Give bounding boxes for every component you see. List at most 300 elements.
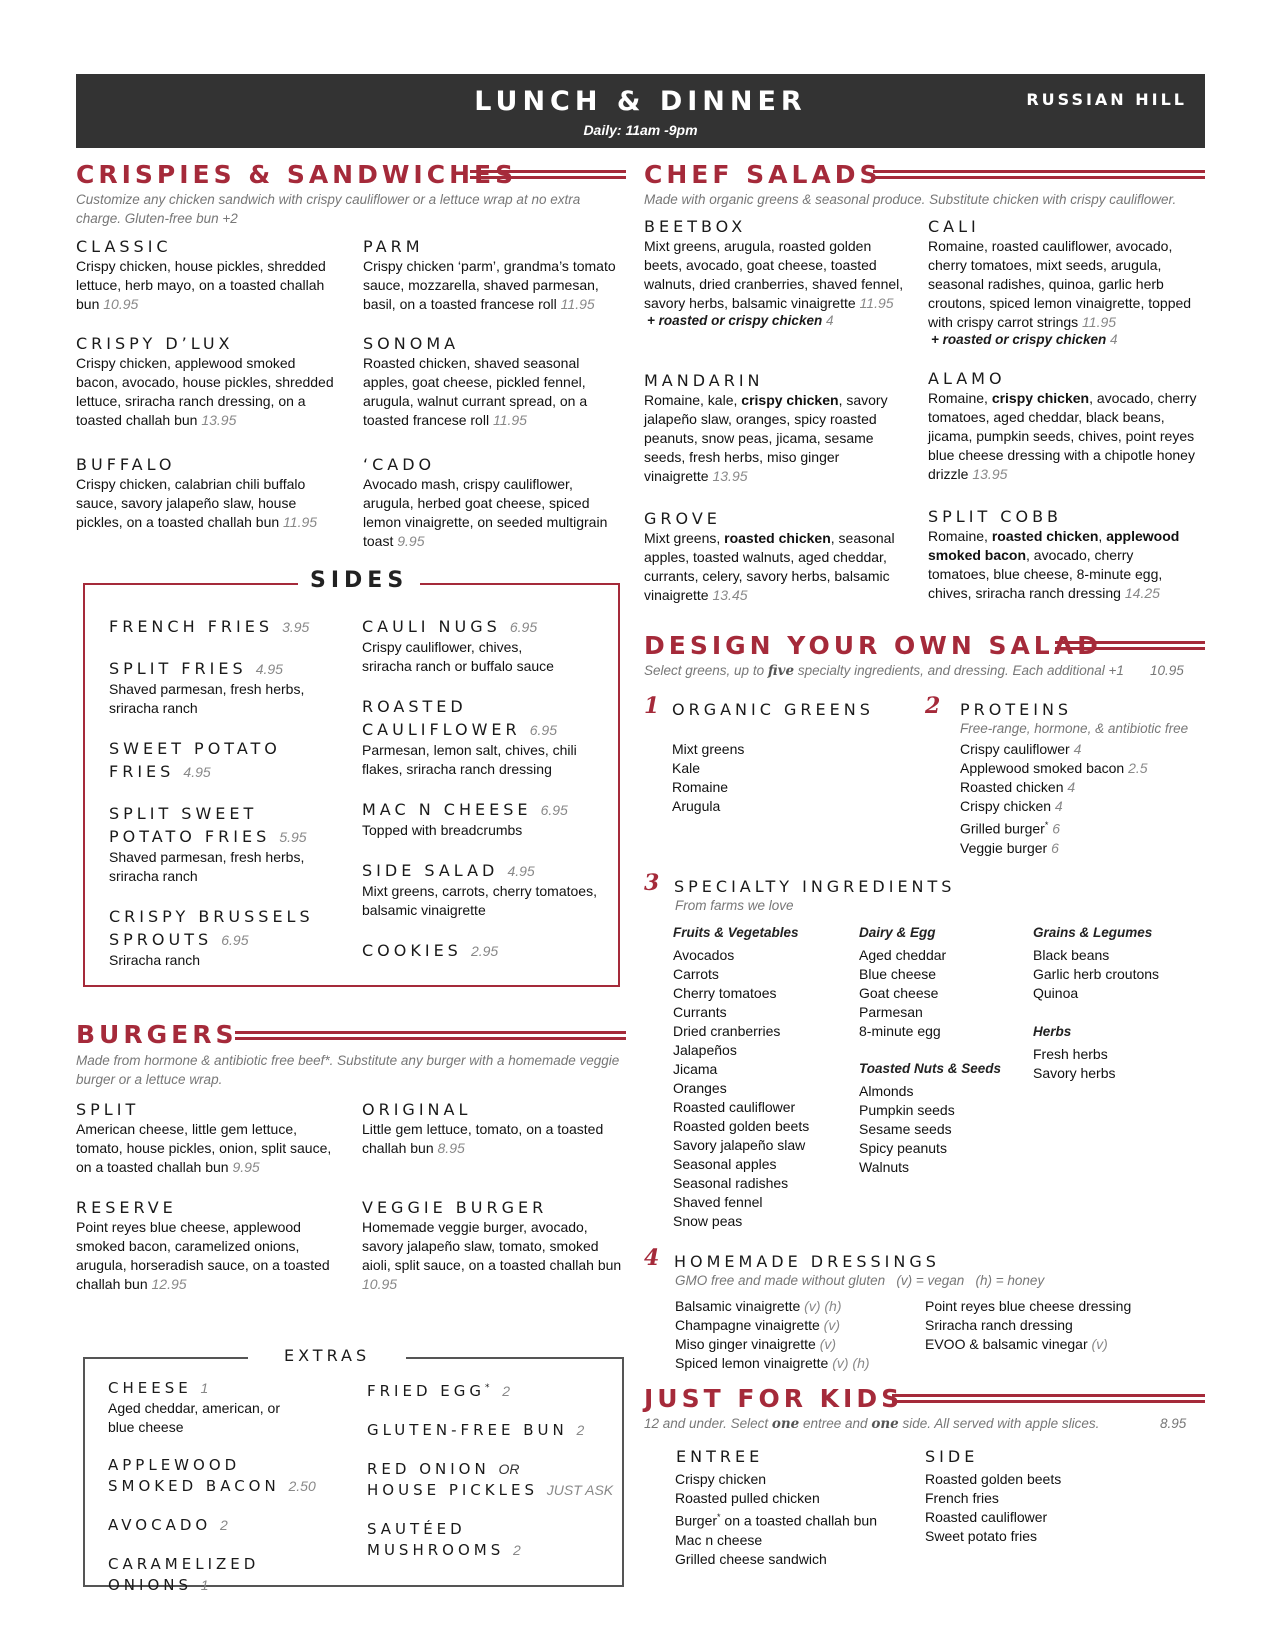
burgers-title: BURGERS (76, 1020, 238, 1049)
item-desc: Sriracha ranch (109, 952, 201, 968)
dressings-left-list (675, 1297, 870, 1373)
item-price: 14.25 (1124, 585, 1160, 601)
item-tag: (v) (819, 1336, 837, 1352)
list-item (960, 839, 1148, 858)
item-price: 1 (200, 1380, 209, 1396)
menu-item-veggie-burger (362, 1197, 627, 1294)
side-item (109, 906, 349, 970)
group-title: Grains & Legumes (1033, 925, 1153, 940)
crispies-note: Customize any chicken sandwich with crispy cauliflower or a lettuce wrap at no extra charge. Gluten-free bun +2 (76, 192, 581, 226)
burgers-rule (235, 1031, 626, 1040)
list-item: Sweet potato fries (925, 1528, 1038, 1544)
list-item: Blue cheese (859, 966, 937, 982)
list-item: Jicama (673, 1061, 718, 1077)
note-text: specialty ingredients, and dressing. Each additional +1 (794, 663, 1124, 678)
item-desc: Shaved parmesan, fresh herbs, sriracha ranch (109, 849, 305, 884)
menu-item-split-cobb (928, 506, 1198, 603)
list-item: Quinoa (1033, 985, 1079, 1001)
item-desc: Topped with breadcrumbs (362, 822, 523, 838)
dressings-right-list (925, 1297, 1131, 1354)
item-price: 1 (200, 1577, 209, 1593)
side-item (109, 738, 349, 783)
item-desc: Romaine, (928, 528, 992, 544)
list-item: Carrots (673, 966, 719, 982)
item-desc: Crispy chicken, applewood smoked bacon, avocado, house pickles, shredded lettuce, sriracha ranch dressing, on a toasted challah bun (76, 355, 334, 428)
note-text: Select greens, up to (644, 663, 768, 678)
list-item (675, 1508, 877, 1531)
design-title: DESIGN YOUR OWN SALAD (644, 631, 1102, 660)
item-name: SAUTÉED (367, 1520, 466, 1538)
list-item: Mixt greens (672, 741, 745, 757)
list-item: Aged cheddar (859, 947, 947, 963)
item-price: 13.95 (712, 468, 748, 484)
item-price: 2.5 (1128, 760, 1148, 776)
item-name: CAULIFLOWER (362, 720, 521, 739)
side-item (362, 616, 612, 676)
item-price: 2 (513, 1542, 521, 1558)
list-item: Jalapeños (673, 1042, 737, 1058)
list-item (960, 797, 1148, 816)
list-item: Avocados (673, 947, 735, 963)
entree-list (675, 1470, 877, 1569)
item-name: RESERVE (76, 1198, 177, 1217)
list-item: French fries (925, 1490, 999, 1506)
item-price: 13.95 (201, 412, 237, 428)
item-desc-bold: roasted chicken (724, 530, 831, 546)
menu-item-split (76, 1099, 341, 1177)
nuts-seeds-group (859, 1061, 1019, 1177)
or-text: OR (498, 1461, 520, 1477)
item-name: SIDE SALAD (362, 861, 499, 880)
item-price: 13.95 (972, 466, 1008, 482)
side-title: SIDE (925, 1447, 979, 1466)
item-name: SONOMA (363, 334, 460, 353)
item-name: ROASTED (362, 697, 467, 716)
menu-item-cado (363, 454, 623, 551)
item-desc: Romaine, kale, (644, 392, 742, 408)
nuts-seeds-list (859, 1082, 1019, 1177)
item-price: 11.95 (560, 296, 595, 312)
proteins-list (960, 740, 1148, 858)
item-desc-bold: crispy chicken (991, 390, 1090, 406)
herbs-group (1033, 1024, 1203, 1083)
note-text: 12 and under. Select (644, 1416, 772, 1431)
item-price: 3.95 (282, 619, 310, 635)
list-item (925, 1297, 1131, 1316)
item-desc: , savory jalapeño slaw, oranges, spicy roasted peanuts, snow peas, jicama, sesame seeds, fresh herbs, miso ginger vinaigrette (644, 392, 888, 484)
menu-item-classic (76, 236, 336, 314)
item-name: SPLIT COBB (928, 507, 1063, 526)
greens-title: ORGANIC GREENS (672, 700, 874, 719)
item-desc: Aged cheddar, american, or blue cheese (108, 1400, 280, 1435)
item-name: GROVE (644, 509, 721, 528)
list-item: Grilled cheese sandwich (675, 1550, 827, 1567)
item-price: 5.95 (279, 829, 307, 845)
list-item (960, 778, 1148, 797)
list-item: Garlic herb croutons (1033, 966, 1160, 982)
grains-legumes-list (1033, 946, 1203, 1003)
list-item: Pumpkin seeds (859, 1102, 955, 1118)
step-number: 3 (644, 870, 660, 896)
item-price: 2 (502, 1383, 511, 1399)
menu-item-parm (363, 236, 623, 314)
sides-title: SIDES (298, 568, 420, 593)
item-name: MUSHROOMS (367, 1541, 505, 1559)
item-name: CRISPY BRUSSELS (109, 907, 314, 926)
kids-side-list (925, 1470, 1061, 1546)
item-name: SPLIT (76, 1100, 140, 1119)
list-item: Mac n cheese (675, 1531, 763, 1548)
item-name: Applewood smoked bacon (960, 760, 1125, 776)
item-name: Point reyes blue cheese dressing (925, 1298, 1132, 1314)
item-name: COOKIES (362, 941, 462, 960)
side-item (362, 696, 612, 779)
item-tag: (v) (1091, 1336, 1108, 1352)
item-name: Burger (675, 1512, 718, 1529)
item-name: EVOO & balsamic vinegar (925, 1336, 1088, 1352)
side-item (362, 860, 612, 920)
item-price: 4 (1054, 798, 1063, 814)
item-name: FRENCH FRIES (109, 617, 273, 636)
list-item (925, 1316, 1131, 1335)
add-on-price: 4 (825, 313, 834, 328)
list-item: Shaved fennel (673, 1194, 763, 1210)
item-name: Roasted chicken (960, 779, 1064, 795)
note-emphasis: one (871, 1416, 899, 1432)
extra-item (108, 1554, 348, 1596)
note-text: side. All served with apple slices. (898, 1416, 1100, 1431)
list-item: Almonds (859, 1083, 914, 1099)
item-name: MAC N CHEESE (362, 800, 532, 819)
extra-item (367, 1420, 617, 1441)
list-item: Savory jalapeño slaw (673, 1137, 806, 1153)
item-name: SPLIT SWEET (109, 804, 258, 823)
dressings-note: GMO free and made without gluten (v) = vegan (h) = honey (675, 1273, 1045, 1288)
sides-right-column (362, 616, 612, 962)
location: RUSSIAN HILL (1026, 90, 1187, 109)
item-price: 8.95 (437, 1140, 465, 1156)
add-on: + roasted or crispy chicken (647, 313, 823, 328)
item-name: BUFFALO (76, 455, 176, 474)
item-name: MANDARIN (644, 371, 764, 390)
side-item (109, 658, 349, 718)
list-item (675, 1354, 870, 1373)
side-item (362, 799, 612, 840)
list-item: Oranges (673, 1080, 727, 1096)
menu-item-cali (928, 216, 1198, 347)
item-price: 10.95 (103, 296, 139, 312)
design-note (644, 661, 1124, 681)
menu-item-sonoma (363, 333, 628, 430)
list-item: Seasonal radishes (673, 1175, 789, 1191)
item-desc-bold: crispy chicken (741, 392, 839, 408)
item-name: Veggie burger (960, 839, 1048, 856)
item-name: SMOKED BACON (108, 1477, 280, 1495)
group-title: Dairy & Egg (859, 925, 936, 940)
item-price: 4.95 (183, 764, 211, 780)
group-title: Toasted Nuts & Seeds (859, 1061, 1002, 1076)
list-item: Currants (673, 1004, 727, 1020)
list-item: Black beans (1033, 947, 1110, 963)
item-name: SPROUTS (109, 930, 213, 949)
item-desc: Shaved parmesan, fresh herbs, sriracha ranch (109, 681, 305, 716)
step-number: 4 (644, 1245, 660, 1271)
item-name: APPLEWOOD (108, 1456, 241, 1474)
item-price: 2 (219, 1517, 228, 1533)
crispies-title: CRISPIES & SANDWICHES (76, 160, 518, 189)
item-name: GLUTEN-FREE BUN (367, 1421, 568, 1439)
item-price: 11.95 (492, 412, 527, 428)
list-item: 8-minute egg (859, 1023, 941, 1039)
item-name: POTATO FRIES (109, 827, 271, 846)
item-name: Balsamic vinaigrette (675, 1298, 801, 1314)
item-desc: Parmesan, lemon salt, chives, chili flakes, sriracha ranch dressing (362, 742, 577, 777)
list-item (675, 1335, 870, 1354)
chef-rule (873, 170, 1205, 179)
item-desc: Roasted chicken, shaved seasonal apples, goat cheese, pickled fennel, arugula, walnut currant spread, on a toasted francese roll (363, 355, 588, 428)
item-desc: , seasonal apples, toasted walnuts, aged cheddar, currants, celery, savory herbs, balsamic vinaigrette (644, 530, 895, 603)
list-item: Walnuts (859, 1159, 910, 1175)
item-name: Crispy cauliflower (960, 741, 1070, 757)
step-number: 2 (925, 693, 941, 719)
crispies-rule (470, 170, 626, 179)
fruits-veg-group (673, 925, 853, 1231)
kids-title: JUST FOR KIDS (644, 1384, 904, 1413)
item-name: SPLIT FRIES (109, 659, 247, 678)
item-desc: Crispy chicken, calabrian chili buffalo sauce, savory jalapeño slaw, house pickles, on a toasted challah bun (76, 476, 306, 530)
list-item: Kale (672, 760, 701, 776)
list-item: Spicy peanuts (859, 1140, 947, 1156)
note-emphasis: one (771, 1416, 800, 1432)
item-name: BEETBOX (644, 217, 747, 236)
asterisk: * (717, 1512, 721, 1522)
item-price: 4 (1073, 741, 1082, 757)
item-name: Miso ginger vinaigrette (675, 1336, 816, 1352)
item-name: ‘CADO (363, 455, 436, 474)
extras-left-column (108, 1378, 348, 1596)
list-item: Roasted golden beets (925, 1471, 1062, 1487)
item-price: 6.95 (509, 619, 538, 635)
extra-item (108, 1378, 348, 1437)
list-item (960, 759, 1148, 778)
item-tag: (v) (h) (804, 1298, 842, 1314)
page-title: LUNCH & DINNER (474, 86, 807, 117)
entree-title: ENTREE (676, 1447, 764, 1466)
sides-left-column (109, 616, 349, 970)
list-item: Roasted cauliflower (673, 1099, 796, 1115)
kids-price: 8.95 (1160, 1416, 1187, 1431)
herbs-list (1033, 1045, 1203, 1083)
item-price: 6 (1051, 839, 1059, 856)
item-desc: Little gem lettuce, tomato, on a toasted challah bun (362, 1121, 604, 1156)
specialty-title: SPECIALTY INGREDIENTS (674, 877, 956, 896)
dairy-egg-group (859, 925, 1019, 1041)
item-price: 2.95 (470, 943, 499, 959)
item-name: ORIGINAL (362, 1100, 472, 1119)
item-desc: , avocado, cherry tomatoes, blue cheese, 8-minute egg, chives, sriracha ranch dressing (928, 547, 1163, 601)
list-item: Seasonal apples (673, 1156, 777, 1172)
extra-item (367, 1519, 617, 1561)
item-tag: (v) (823, 1317, 840, 1333)
item-name: CRISPY D’LUX (76, 334, 234, 353)
item-name: CARAMELIZED ONIONS (108, 1555, 260, 1594)
item-price: 13.45 (712, 587, 748, 603)
item-price: 4.95 (255, 661, 283, 677)
item-desc: Crispy chicken ‘parm’, grandma’s tomato sauce, mozzarella, shaved parmesan, basil, on a toasted francese roll (363, 258, 616, 312)
item-name: Crispy chicken (960, 798, 1052, 814)
list-item: Romaine (672, 779, 729, 795)
menu-item-crispy-dlux (76, 333, 341, 430)
item-name: PARM (363, 237, 424, 256)
item-name: SWEET POTATO (109, 739, 281, 758)
item-desc: Avocado mash, crispy cauliflower, arugula, herbed goat cheese, spiced lemon vinaigrette, on seeded multigrain toast (363, 476, 608, 549)
item-name: RED ONION (367, 1460, 490, 1478)
add-on: + roasted or crispy chicken (931, 332, 1107, 347)
list-item: Snow peas (673, 1213, 743, 1229)
menu-item-buffalo (76, 454, 336, 532)
list-item: Dried cranberries (673, 1023, 781, 1039)
item-note: JUST ASK (546, 1482, 614, 1498)
item-desc-bold: roasted chicken (991, 528, 1099, 544)
item-desc: Homemade veggie burger, avocado, savory jalapeño slaw, tomato, smoked aioli, split sauce, on a toasted challah bun (362, 1219, 622, 1273)
proteins-title: PROTEINS (960, 700, 1073, 719)
menu-item-original (362, 1099, 627, 1158)
item-desc: Romaine, (928, 390, 992, 406)
group-title: Fruits & Vegetables (673, 925, 799, 940)
item-desc: Mixt greens, carrots, cherry tomatoes, balsamic vinaigrette (362, 883, 597, 918)
asterisk: * (485, 1383, 494, 1393)
item-price: 9.95 (232, 1159, 260, 1175)
item-price: 9.95 (397, 533, 425, 549)
item-name: CALI (928, 217, 980, 236)
list-item (675, 1316, 870, 1335)
item-price: 4.95 (507, 863, 535, 879)
list-item (925, 1335, 1131, 1354)
item-name: CAULI NUGS (362, 617, 501, 636)
item-desc: , avocado, cherry tomatoes, aged cheddar, black beans, jicama, pumpkin seeds, chives, point reyes blue cheese dressing with a chipotle honey drizzle (928, 390, 1197, 482)
item-name: Spiced lemon vinaigrette (675, 1355, 829, 1371)
item-tag: (v) (h) (832, 1355, 870, 1371)
greens-list (672, 740, 744, 816)
item-name: VEGGIE BURGER (362, 1198, 548, 1217)
dairy-egg-list (859, 946, 1019, 1041)
hours: Daily: 11am -9pm (583, 122, 698, 138)
item-desc: Mixt greens, (644, 530, 725, 546)
item-price: 4 (1067, 779, 1076, 795)
dressings-title: HOMEMADE DRESSINGS (674, 1252, 940, 1271)
item-desc: Crispy chicken, house pickles, shredded lettuce, herb mayo, on a toasted challah bun (76, 258, 326, 312)
menu-item-reserve (76, 1197, 341, 1294)
menu-item-grove (644, 508, 906, 605)
grains-legumes-group (1033, 925, 1203, 1003)
list-item: Cherry tomatoes (673, 985, 777, 1001)
note-text: entree and (799, 1416, 872, 1431)
list-item: Parmesan (859, 1004, 923, 1020)
list-item: Roasted pulled chicken (675, 1490, 820, 1506)
item-desc: Romaine, roasted cauliflower, avocado, cherry tomatoes, mixt seeds, arugula, seasonal radishes, quinoa, garlic herb croutons, spiced lemon vinaigrette, topped with crispy carrot strings (928, 238, 1192, 330)
list-item (960, 816, 1148, 839)
add-on-price: 4 (1109, 332, 1118, 347)
extra-item (108, 1515, 348, 1536)
list-item: Fresh herbs (1033, 1046, 1108, 1062)
extra-item (367, 1459, 617, 1501)
item-price: 2.50 (288, 1478, 316, 1494)
menu-item-beetbox (644, 216, 909, 328)
chef-note: Made with organic greens & seasonal produce. Substitute chicken with crispy cauliflower. (644, 192, 1177, 207)
item-desc: Point reyes blue cheese, applewood smoked bacon, caramelized onions, arugula, horseradish sauce, on a toasted challah bun (76, 1219, 330, 1292)
side-item (109, 803, 349, 886)
design-rule (1055, 641, 1205, 650)
list-item: Savory herbs (1033, 1065, 1116, 1081)
item-name: FRIES (109, 762, 175, 781)
item-name: Sriracha ranch dressing (925, 1317, 1073, 1333)
list-item: Arugula (672, 798, 721, 814)
fruits-veg-list (673, 946, 853, 1231)
item-price: 6.95 (529, 722, 557, 738)
list-item: Crispy chicken (675, 1471, 767, 1487)
item-desc: Crispy cauliflower, chives, sriracha ranch or buffalo sauce (362, 639, 554, 674)
item-name: Grilled burger (960, 820, 1045, 837)
note-emphasis: five (767, 663, 795, 679)
item-name: Champagne vinaigrette (675, 1317, 820, 1333)
item-price: 2 (576, 1422, 585, 1438)
item-desc: American cheese, little gem lettuce, tomato, house pickles, onion, split sauce, on a toasted challah bun (76, 1121, 332, 1175)
chef-salads-title: CHEF SALADS (644, 160, 882, 189)
specialty-note: From farms we love (675, 898, 794, 913)
header-banner (76, 74, 1205, 148)
list-item (675, 1297, 870, 1316)
item-price: 11.95 (283, 514, 318, 530)
item-desc-bold: applewood smoked bacon (928, 528, 1180, 563)
item-price: 6.95 (221, 932, 249, 948)
item-price: 10.95 (362, 1276, 398, 1292)
item-price: 6 (1052, 820, 1061, 837)
kids-rule (892, 1394, 1205, 1403)
menu-item-mandarin (644, 370, 906, 486)
item-price: 12.95 (151, 1276, 187, 1292)
list-item: Roasted cauliflower (925, 1509, 1048, 1525)
proteins-note: Free-range, hormone, & antibiotic free (960, 721, 1189, 736)
item-name: CHEESE (108, 1379, 192, 1397)
side-item (109, 616, 349, 638)
item-name: AVOCADO (108, 1516, 212, 1534)
burgers-note: Made from hormone & antibiotic free beef*. Substitute any burger with a homemade veggie burger or a lettuce wrap. (76, 1053, 620, 1087)
item-name: FRIED EGG (367, 1382, 485, 1400)
extra-item (108, 1455, 348, 1497)
item-desc: Mixt greens, arugula, roasted golden beets, avocado, goat cheese, toasted walnuts, dried cranberries, shaved fennel, savory herbs, balsamic vinaigrette (644, 238, 904, 311)
extras-right-column (367, 1378, 617, 1561)
item-price: 11.95 (1082, 314, 1117, 330)
item-price: 6.95 (540, 802, 568, 818)
extra-item (367, 1378, 617, 1402)
item-price: 11.95 (859, 295, 894, 311)
kids-note (644, 1414, 1124, 1434)
group-title: Herbs (1033, 1024, 1072, 1039)
item-desc: on a toasted challah bun (720, 1512, 878, 1529)
item-name: HOUSE PICKLES (367, 1481, 538, 1499)
list-item: Sesame seeds (859, 1121, 952, 1137)
side-item (362, 940, 612, 962)
asterisk: * (1044, 820, 1049, 830)
list-item: Roasted golden beets (673, 1118, 810, 1134)
item-name: ALAMO (928, 369, 1006, 388)
step-number: 1 (644, 693, 660, 719)
menu-item-alamo (928, 368, 1203, 484)
list-item: Goat cheese (859, 985, 939, 1001)
design-price: 10.95 (1150, 663, 1184, 678)
list-item (960, 740, 1148, 759)
item-desc: , (1098, 528, 1107, 544)
